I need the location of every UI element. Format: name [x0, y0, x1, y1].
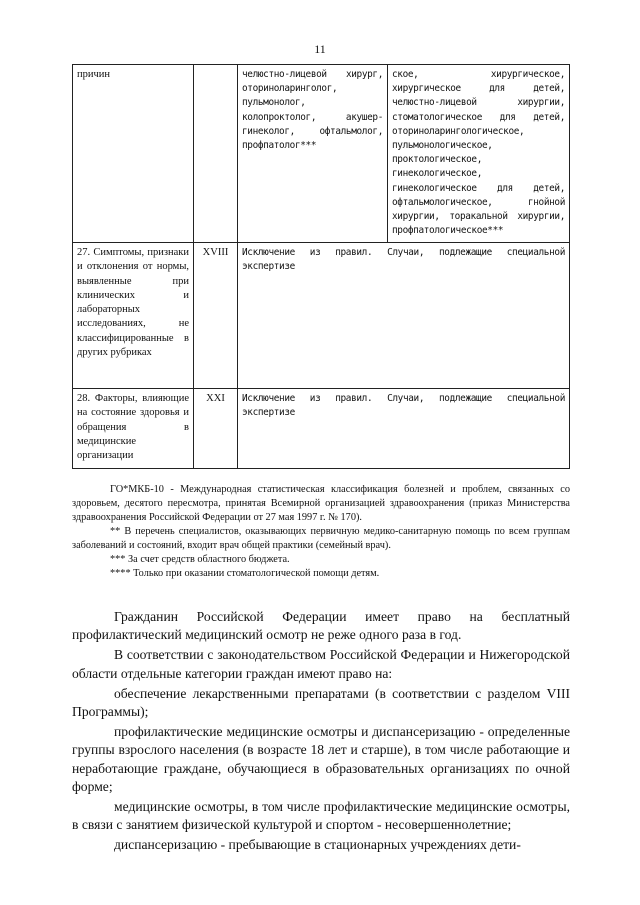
table-cell-specialists: челюстно-лицевой хирург, оториноларинголог, пульмонолог, колопроктолог, акушер-гинеколог, офтальмолог, профпатолог***	[238, 65, 388, 243]
table-cell-merged-note: Исключение из правил. Случаи, подлежащие специальной экспертизе	[238, 243, 570, 389]
table-cell-disease-class: 27. Симптомы, признаки и отклонения от нормы, выявленные при клинических и лабораторных исследованиях, не классифицированные в других рубриках	[73, 243, 194, 389]
paragraph: Гражданин Российской Федерации имеет право на бесплатный профилактический медицинский осмотр не реже одного раза в год.	[72, 609, 570, 643]
table-row	[73, 243, 570, 389]
body-text	[72, 608, 570, 856]
page-number: 11	[314, 42, 326, 56]
paragraph: В соответствии с законодательством Российской Федерации и Нижегородской области отдельные категории граждан имеют право на:	[72, 647, 570, 681]
footnote: ** В перечень специалистов, оказывающих первичную медико-санитарную помощь по всем группам заболеваний и состояний, входит врач общей практики (семейный врач).	[72, 526, 570, 551]
table-cell-class-code: XXI	[194, 389, 238, 469]
table-cell-disease-class: причин	[73, 65, 194, 243]
footnote: *** За счет средств областного бюджета.	[110, 554, 290, 565]
footnotes	[72, 483, 570, 581]
paragraph: медицинские осмотры, в том числе профилактические медицинские осмотры, в связи с занятием физической культурой и спортом - несовершеннолетние;	[72, 799, 570, 833]
table-cell-class-code	[194, 65, 238, 243]
table-cell-class-code: XVIII	[194, 243, 238, 389]
footnote: **** Только при оказании стоматологической помощи детям.	[110, 568, 380, 579]
table-row	[73, 65, 570, 243]
paragraph: диспансеризацию - пребывающие в стационарных учреждениях дети-	[114, 837, 521, 853]
paragraph: профилактические медицинские осмотры и диспансеризацию - определенные группы взрослого населения (в возрасте 18 лет и старше), в том числе работающие и неработающие граждане, обучающиеся в образовательных организациях по очной форме;	[72, 723, 570, 795]
classification-table	[72, 64, 570, 469]
table-cell-profiles: ское, хирургическое, хирургическое для детей, челюстно-лицевой хирургии, стоматологическое для детей, оториноларингологическое, пульмонологическое, проктологическое, гинекологическое, гинекологическое для детей, офтальмологическое, гнойной хирургии, торакальной хирургии, профпатологическое***	[388, 65, 570, 243]
paragraph: обеспечение лекарственными препаратами (в соответствии с разделом VIII Программы);	[72, 685, 570, 720]
footnote: ГО*МКБ-10 - Международная статистическая классификация болезней и проблем, связанных со здоровьем, десятого пересмотра, принятая Всемирной организацией здравоохранения (приказ Министерства здравоохранения Российской Федерации от 27 мая 1997 г. № 170).	[72, 484, 570, 523]
table-cell-merged-note: Исключение из правил. Случаи, подлежащие специальной экспертизе	[238, 389, 570, 469]
table-row	[73, 389, 570, 469]
table-cell-disease-class: 28. Факторы, влияющие на состояние здоровья и обращения в медицинские организации	[73, 389, 194, 469]
